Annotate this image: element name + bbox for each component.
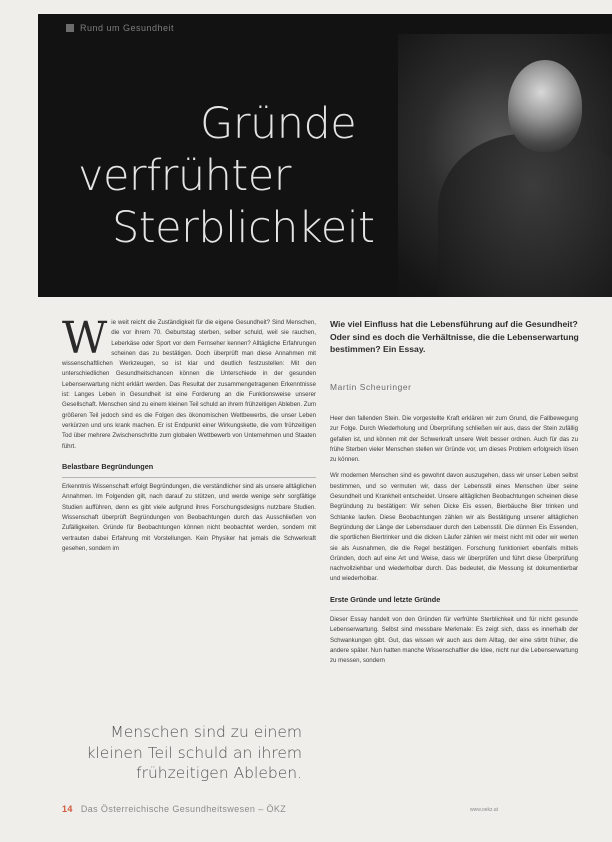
title-line-3: Sterblichkeit <box>112 203 375 253</box>
body-paragraph: Wir modernen Menschen sind es gewohnt davon auszugehen, dass wir unser Leben selbst bestimmen, und so vermuten wir, dass der Lebensstil eines Menschen über seine Gesundheit und Krankheit entscheidet. Unsere alltäglichen Beobachtungen scheinen diese Begründung zu bestätigen: Wir sehen Dicke Eis essen, Bierbäuche Bier trinken und Schlanke laufen. Diese Beobachtungen zählen wir als Bestätigung unserer alltäglichen Begründung der Länge der Lebensdauer durch den Lebensstil. Die dünnen Eis Essenden, die sportlichen Biertrinker und die dicken Läufer zählen wir meist nicht mit oder wir werten sie als Ausnahmen, die die Regel bestätigen. Forschung funktioniert ebenfalls mittels Gründen, doch auf eine Art und Weise, dass wir überprüfen und führt diese Überprüfung nachvollziehbar und wiederholbar durch. Das bedeutet, die Messung ist dokumentierbar und wiederholbar. <box>330 472 578 583</box>
text-column-right <box>330 414 578 673</box>
body-paragraph: Heer den fallenden Stein. Die vorgestellte Kraft erklären wir zum Grund, die Fallbewegung zur Folge. Durch Wiederholung und Überprüfung schließen wir aus, dass der Stein zufällig gefallen ist, und können mit der Schwerkraft unsere Welt besser ordnen. Auch für das zu frühe Sterben vieler Menschen stellen wir Gründe vor, um dieses Problem erfolgreich lösen zu können. <box>330 415 578 464</box>
body-paragraph <box>62 313 316 452</box>
article-title <box>38 98 598 254</box>
body-paragraph: Dieser Essay handelt von den Gründen für verfrühte Sterblichkeit und für nicht gesunde Lebenserwartung. Selbst sind messbare Merkmale: Es zeigt sich, dass es innerhalb der Schwankungen gibt. Gut, das wissen wir auch aus dem Alltag, der eine stirbt früher, die andere später. Nun hatten manche Wissenschaftler die Idee, nicht nur die Lebenserwartung zu messen, sondern <box>330 616 578 665</box>
article-author: Martin Scheuringer <box>330 382 412 392</box>
text-column-left <box>62 313 316 560</box>
title-line-1: Gründe <box>200 99 357 149</box>
hero-image <box>38 14 612 297</box>
body-paragraph: Erkenntnis Wissenschaft erfolgt Begründungen, die verständlicher sind als unsere alltäglichen Annahmen. Im Folgenden gilt, nach darauf zu stützen, und werde wenige sehr sorgfältige Studien aufführen, denn es gibt viele aufgrund ihres Forschungsdesigns nutzbare Studien. Wissenschaft überprüft Begründungen von Beobachtungen durch das Ausschließen von Zufälligkeiten. Gründe für Beobachtungen können nicht beobachtet werden, sondern mit vertrauten dabei Erfahrung mit Vorstellungen. Kein Physiker hat jemals die Schwerkraft gesehen, sondern im <box>62 483 316 552</box>
publication-name: Das Österreichische Gesundheitswesen – ÖKZ <box>80 804 287 814</box>
page-number: 14 <box>62 804 73 814</box>
title-line-2: verfrühter <box>78 151 291 201</box>
footer-website: www.oekz.at <box>470 807 499 813</box>
pull-quote: Menschen sind zu einem kleinen Teil schuld an ihrem frühzeitigen Ableben. <box>86 723 302 782</box>
kicker-text: Rund um Gesundheit <box>80 23 175 33</box>
article-lead: Wie viel Einfluss hat die Lebensführung auf die Gesundheit? Oder sind es doch die Verhältnisse, die die Lebenserwartung bestimmen? Ein Essay. <box>330 319 579 355</box>
drop-cap: W <box>62 313 108 364</box>
section-subhead: Erste Gründe und letzte Gründe <box>330 595 578 611</box>
section-subhead: Belastbare Begründungen <box>62 462 316 478</box>
paragraph-text: ie weit reicht die Zuständigkeit für die eigene Gesundheit? Sind Menschen, die vor ihrem 70. Geburtstag sterben, selber schuld, weil sie rauchen, Leberkäse oder Sport vor dem Fernseher kennen? Alltägliche Erfahrungen scheinen das zu bestätigen. Doch überprüft man diese Annahmen mit wissenschaftlichen Werkzeugen, so ist klar und deutlich festzustellen: Mit den unterschiedlichen Gesundheitschancen können die Unterschiede in der gesunden Lebenserwartung nicht erklärt werden. Das Resultat der zusammengetragenen Erkenntnisse ist: Langes Leben in Gesundheit ist eine Forderung an die Funktionsweise unserer Gesellschaft. Menschen sind zu einem kleinen Teil schuld an ihrem frühzeitigen Ableben. Zum größeren Teil jedoch sind es die Folgen des ökonomischen Wettbewerbs, die unser Leben verkürzen und uns krank machen. Er ist Endpunkt einer Wirkungskette, die vom frühzeitigen Tod über mehrere Zwischenschritte zum globalen Wettbewerb von Unternehmen und Staaten führt. <box>62 319 316 450</box>
kicker-square-icon <box>66 24 74 32</box>
section-kicker <box>66 23 174 33</box>
page-footer <box>62 804 286 814</box>
